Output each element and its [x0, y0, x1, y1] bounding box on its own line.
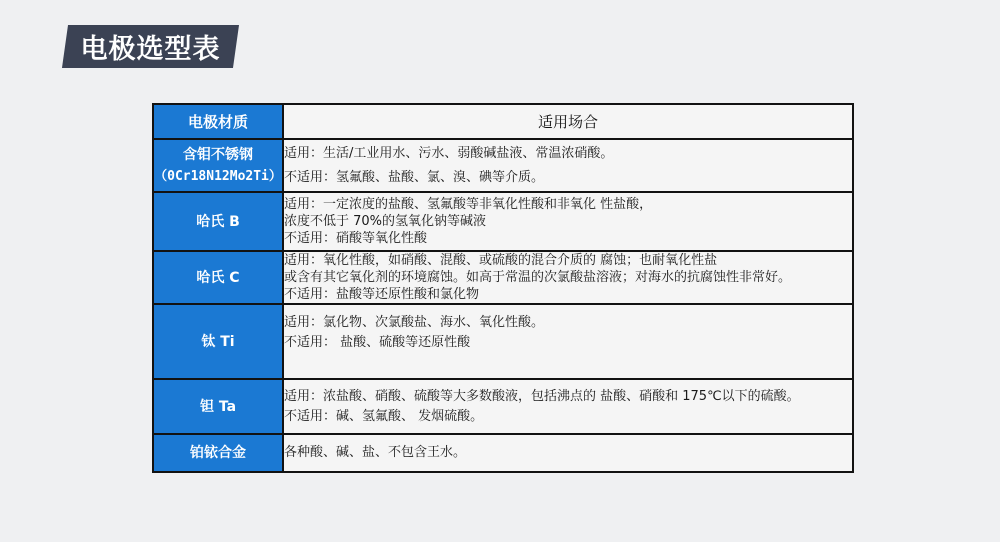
- application-text-line: 适用：一定浓度的盐酸、氢氟酸等非氧化性酸和非氧化 性盐酸，: [284, 197, 653, 212]
- material-cell: [153, 434, 283, 472]
- material-label: 钽 Ta: [199, 398, 237, 415]
- table-row: [153, 304, 853, 379]
- application-text-line: 适用：浓盐酸、硝酸、硫酸等大多数酸液，包括沸点的 盐酸、硝酸和 175℃以下的硫酸。: [284, 388, 800, 404]
- material-label: 铂铱合金: [190, 445, 246, 461]
- material-label: 哈氏 C: [196, 269, 240, 286]
- application-text-line: 适用：生活/工业用水、污水、弱酸碱盐液、常温浓硝酸。: [284, 145, 614, 161]
- application-cell: [283, 304, 853, 379]
- page-title: 电极选型表: [80, 34, 221, 65]
- application-text-line: 各种酸、碱、盐、不包含王水。: [284, 445, 467, 460]
- application-cell: [283, 251, 853, 304]
- table-row: [153, 379, 853, 434]
- material-label: （0Cr18N12Mo2Ti）: [154, 168, 282, 184]
- material-label: 哈氏 B: [196, 213, 240, 230]
- table-row: [153, 139, 853, 192]
- material-cell: [153, 379, 283, 434]
- application-text-line: 不适用：氢氟酸、盐酸、氯、溴、碘等介质。: [284, 169, 545, 185]
- table-header-row: [153, 104, 853, 139]
- application-cell: [283, 379, 853, 434]
- material-cell: [153, 192, 283, 251]
- column-header-material: 电极材质: [153, 104, 283, 139]
- application-text-line: 适用：氧化性酸，如硝酸、混酸、或硫酸的混合介质的 腐蚀；也耐氧化性盐: [284, 253, 718, 268]
- material-label: 钛 Ti: [201, 333, 235, 350]
- column-header-application: 适用场合: [283, 104, 853, 139]
- material-cell: [153, 304, 283, 379]
- application-text-line: 不适用：盐酸等还原性酸和氯化物: [284, 287, 480, 302]
- application-text-line: 不适用：硝酸等氧化性酸: [284, 231, 428, 246]
- application-cell: [283, 192, 853, 251]
- material-cell: [153, 251, 283, 304]
- application-cell: [283, 139, 853, 192]
- material-label: 含钼不锈钢: [183, 146, 253, 163]
- application-cell: [283, 434, 853, 472]
- table-row: [153, 192, 853, 251]
- table-row: [153, 251, 853, 304]
- application-text-line: 不适用：碱、氢氟酸、 发烟硫酸。: [284, 408, 484, 424]
- application-text-line: 浓度不低于 70%的氢氧化钠等碱液: [284, 214, 487, 229]
- material-cell: [153, 139, 283, 192]
- table-row: [153, 434, 853, 472]
- application-text-line: 不适用： 盐酸、硫酸等还原性酸: [284, 335, 471, 350]
- table-body: [153, 139, 853, 472]
- application-text-line: 适用：氯化物、次氯酸盐、海水、氧化性酸。: [284, 315, 545, 330]
- application-text-line: 或含有其它氧化剂的环境腐蚀。如高于常温的次氯酸盐溶液；对海水的抗腐蚀性非常好。: [284, 270, 792, 285]
- electrode-selection-table: [152, 103, 854, 473]
